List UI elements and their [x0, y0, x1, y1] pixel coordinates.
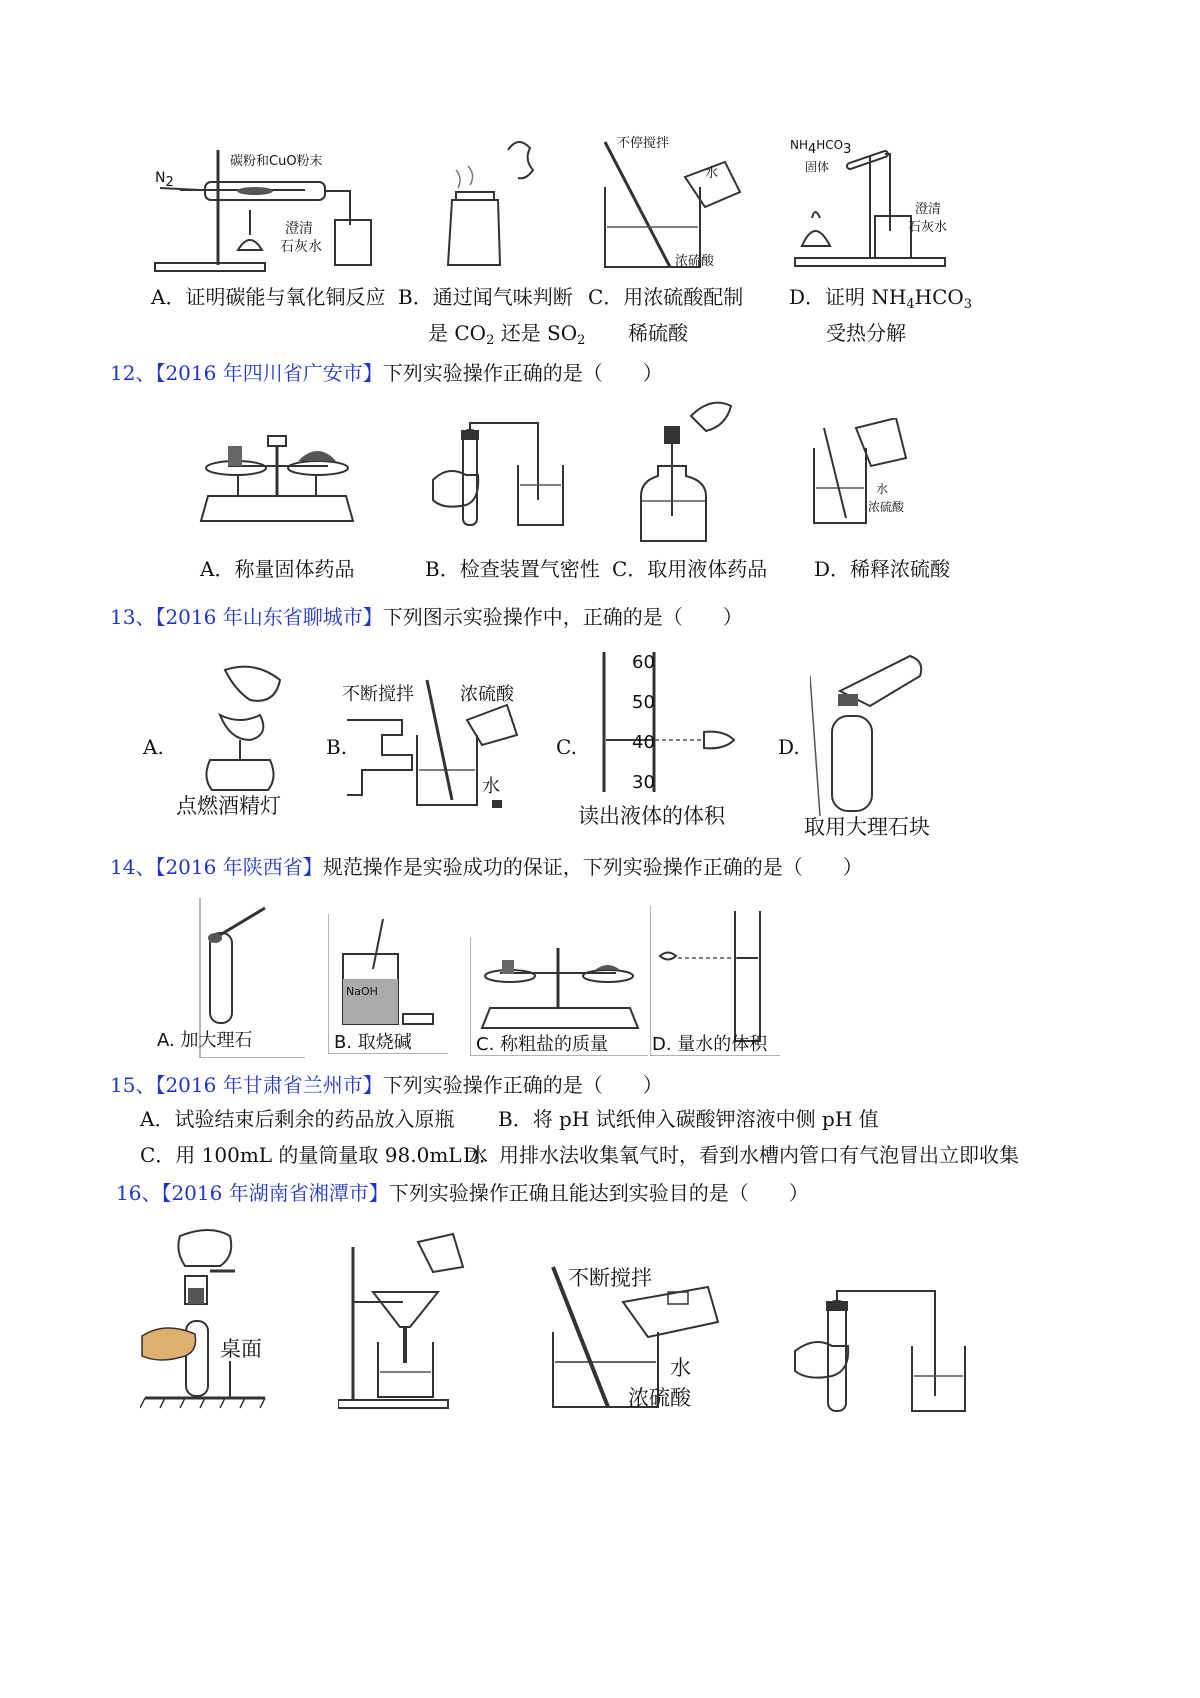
q12-option-d: D．稀释浓硫酸 — [814, 557, 951, 581]
q14-source: 【2016 年陕西省】 — [155, 855, 323, 879]
q14-b-bottle-label: NaOH — [346, 985, 378, 998]
q13-figure-d — [804, 646, 940, 839]
q16-c-water-label: 水 — [670, 1356, 691, 1380]
q13-letter-d: D. — [778, 735, 800, 759]
q13-c-tick-40: 40 — [632, 732, 655, 753]
q12-figure-d — [806, 418, 914, 528]
q16-source: 【2016 年湖南省湘潭市】 — [161, 1181, 389, 1205]
q11-option-d-line2: 受热分解 — [826, 321, 906, 345]
q12-number: 12、 — [110, 361, 156, 385]
q14-figure-d — [650, 906, 780, 1056]
q16-c-stir-label: 不断搅拌 — [568, 1266, 652, 1290]
q11-a-top-label: 碳粉和CuO粉末 — [230, 154, 323, 169]
q15-option-d: D．用排水法收集氧气时，看到水槽内管口有气泡冒出立即收集 — [463, 1143, 1020, 1167]
q11-d-lime-label-2: 石灰水 — [908, 220, 948, 235]
q14-caption-d: D. 量水的体积 — [652, 1034, 768, 1055]
q13-figure-c — [578, 652, 754, 828]
q11-option-c-line2: 稀硫酸 — [628, 321, 688, 345]
q13-letter-c: C. — [556, 735, 577, 759]
q11-d-top-label: $NH_4HCO_3$ — [790, 138, 852, 157]
q13-c-tick-50: 50 — [632, 692, 655, 713]
q13-number: 13、 — [110, 605, 156, 629]
q13-c-tick-30: 30 — [632, 772, 655, 793]
q12-heading — [110, 360, 663, 386]
q11-c-acid-label: 浓硫酸 — [675, 254, 715, 269]
q11-a-lime-label-2: 石灰水 — [280, 239, 322, 255]
q13-b-water-label: 水 — [482, 776, 500, 797]
q15-heading — [110, 1072, 663, 1098]
q11-option-c-line1: C．用浓硫酸配制 — [588, 285, 744, 309]
q12-figure-b — [428, 420, 570, 530]
q11-option-b-line2: 是 $CO_2$ 还是 $SO_2$ — [428, 321, 586, 348]
q11-a-lime-label-1: 澄清 — [285, 221, 313, 237]
q13-stem: 下列图示实验操作中，正确的是（ ） — [382, 605, 743, 629]
q13-source: 【2016 年山东省聊城市】 — [155, 605, 383, 629]
q13-c-tick-60: 60 — [632, 652, 655, 673]
q11-a-gas-label: $N_2$ — [155, 170, 174, 190]
q14-number: 14、 — [110, 855, 156, 879]
q13-letter-a: A. — [143, 735, 164, 759]
q11-option-b-line1: B．通过闻气味判断 — [398, 285, 573, 309]
q11-figure-b — [438, 130, 558, 275]
q16-number: 16、 — [116, 1181, 162, 1205]
q11-figure-c — [575, 132, 745, 275]
q13-caption-c: 读出液体的体积 — [578, 804, 725, 828]
q16-figure-a — [140, 1226, 270, 1411]
q16-figure-b — [338, 1232, 468, 1412]
q13-b-stir-label: 不断搅拌 — [342, 684, 414, 705]
q12-d-acid-label: 浓硫酸 — [868, 500, 905, 514]
q15-option-b: B．将 pH 试纸伸入碳酸钾溶液中侧 pH 值 — [498, 1107, 879, 1131]
q12-d-water-label: 水 — [876, 482, 889, 496]
q14-caption-c: C. 称粗盐的质量 — [476, 1034, 609, 1055]
q14-figure-c — [470, 938, 648, 1056]
q12-option-b: B．检查装置气密性 — [425, 557, 600, 581]
q13-caption-a: 点燃酒精灯 — [176, 794, 281, 818]
q15-option-c: C．用 100mL 的量筒量取 98.0mL 水 — [140, 1143, 488, 1167]
q12-option-c: C．取用液体药品 — [612, 557, 768, 581]
q12-figure-a — [198, 416, 356, 528]
q12-source: 【2016 年四川省广安市】 — [155, 361, 383, 385]
q13-b-acid-label: 浓硫酸 — [460, 684, 514, 705]
q14-caption-b: B. 取烧碱 — [334, 1032, 412, 1053]
q14-figure-a — [155, 898, 305, 1058]
q12-stem: 下列实验操作正确的是（ ） — [382, 361, 663, 385]
q13-figure-a — [176, 660, 300, 818]
q11-d-lime-label-1: 澄清 — [915, 202, 942, 217]
q16-stem: 下列实验操作正确且能达到实验目的是（ ） — [388, 1181, 809, 1205]
q11-c-top-label: 不停搅拌 — [617, 136, 670, 151]
q11-figure-a — [150, 140, 388, 275]
q16-figure-d — [790, 1286, 970, 1414]
q11-option-a: A．证明碳能与氧化铜反应 — [151, 285, 386, 309]
q14-heading — [110, 854, 863, 880]
q15-source: 【2016 年甘肃省兰州市】 — [155, 1073, 383, 1097]
q11-c-water-label: 水 — [705, 166, 719, 181]
q14-caption-a: A. 加大理石 — [157, 1030, 253, 1051]
q14-figure-b — [328, 914, 448, 1054]
q12-figure-c — [636, 396, 738, 546]
q14-stem: 规范操作是实验成功的保证，下列实验操作正确的是（ ） — [322, 855, 863, 879]
q15-number: 15、 — [110, 1073, 156, 1097]
q13-heading — [110, 604, 743, 630]
q16-a-desk-label: 桌面 — [220, 1337, 262, 1361]
q13-caption-d: 取用大理石块 — [804, 815, 930, 839]
q16-c-acid-label: 浓硫酸 — [628, 1386, 691, 1410]
q11-option-d-line1: D．证明 $NH_4HCO_3$ — [789, 285, 973, 312]
q12-option-a: A．称量固体药品 — [200, 557, 355, 581]
q13-figure-b — [342, 660, 522, 810]
q11-figure-d — [790, 136, 955, 271]
q11-d-solid-label: 固体 — [805, 160, 830, 174]
q13-letter-b: B. — [326, 735, 348, 759]
q16-figure-c — [548, 1262, 728, 1412]
q16-heading — [116, 1180, 809, 1206]
q15-stem: 下列实验操作正确的是（ ） — [382, 1073, 663, 1097]
q15-option-a: A．试验结束后剩余的药品放入原瓶 — [140, 1107, 455, 1131]
